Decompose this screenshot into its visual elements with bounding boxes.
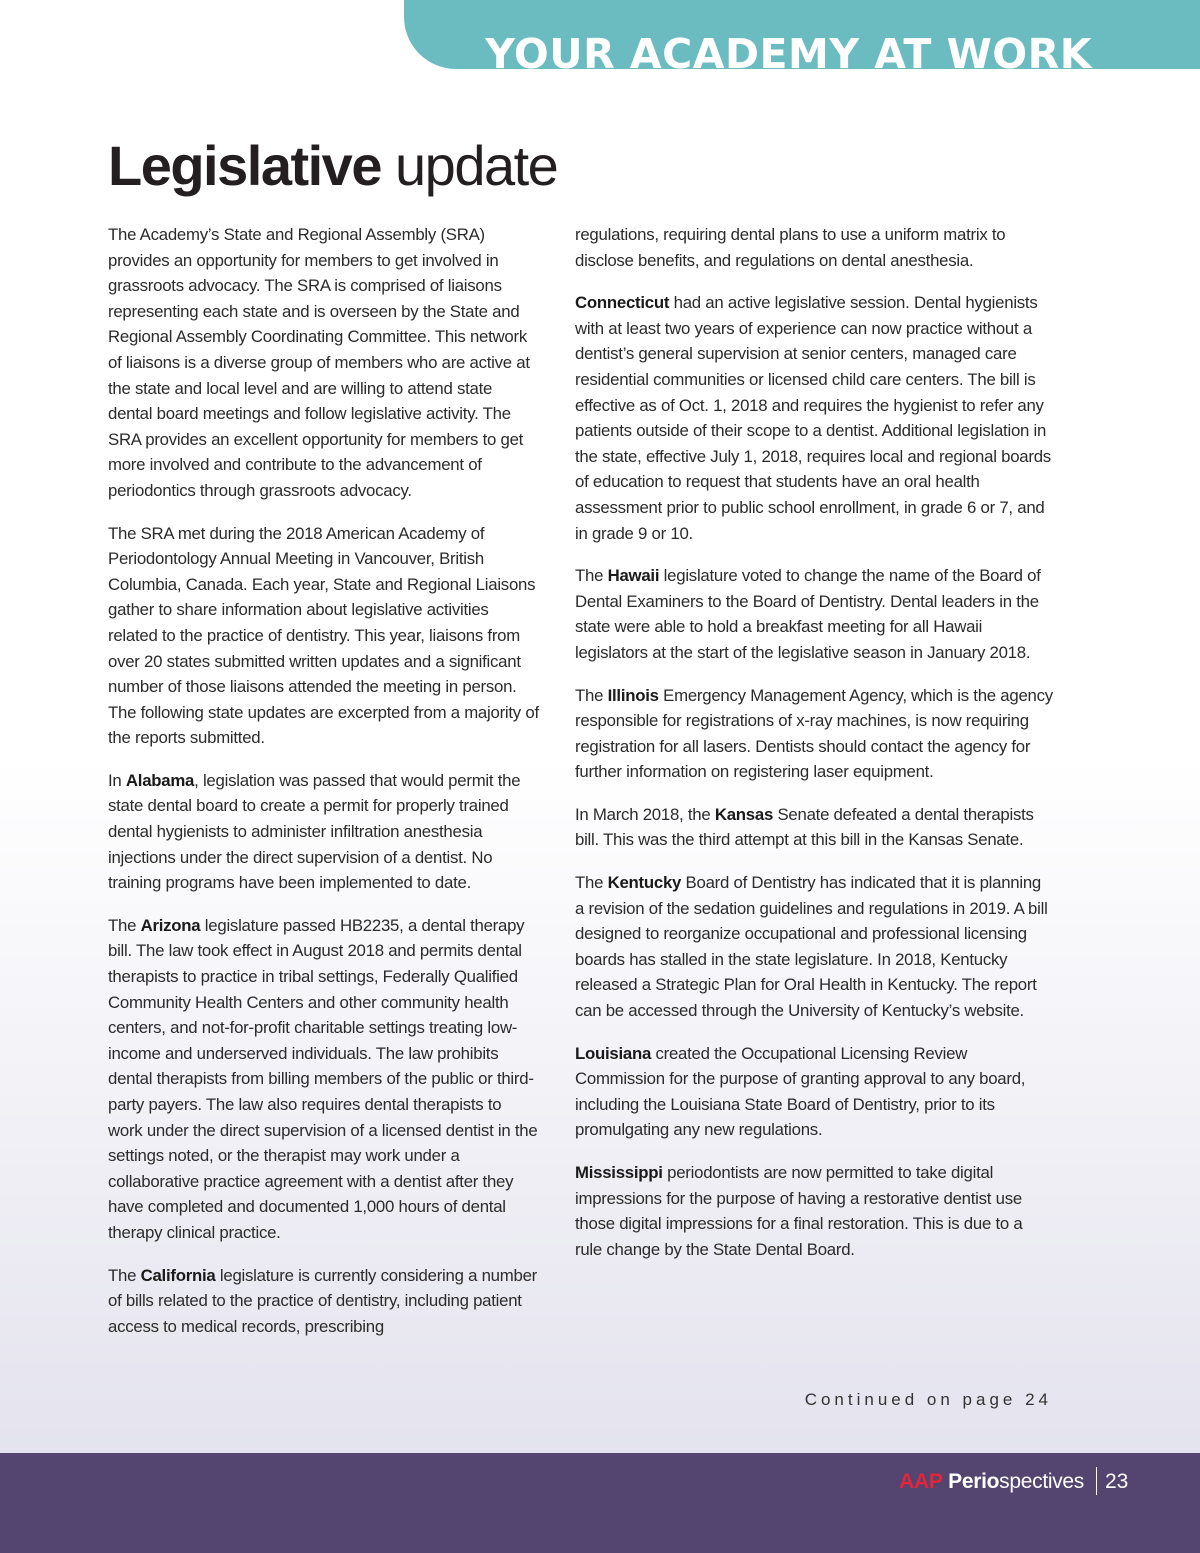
continued-notice: Continued on page 24 [804,1390,1052,1409]
brand-perio: Perio [948,1470,1000,1493]
footer-bar [0,1453,1200,1553]
state-update-illinois: The Illinois Emergency Management Agency, which is the agency responsible for registrations of x-ray machines, is now requiring registration for all lasers. Dentists should contact the agency for further information on registering laser equipment. [575,685,1053,782]
page-title-bold: Legislative [108,134,381,197]
state-update-arizona: The Arizona legislature passed HB2235, a dental therapy bill. The law took effect in August 2018 and permits dental therapists to practice in tribal settings, Federally Qualified Community Health Centers and other community health centers, and not-for-profit charitable settings treating low-income and underserved individuals. The law prohibits dental therapists from billing members of the public or third-party payers. The law also requires dental therapists to work under the direct supervision of a licensed dentist in the settings noted, or the therapist may work under a collaborative practice agreement with a dentist after they have completed and documented 1,000 hours of dental therapy clinical practice. [108,915,538,1242]
right-column [575,222,1053,1279]
state-name: Alabama [125,770,195,790]
brand-aap: AAP [899,1470,943,1493]
section-banner [404,0,1200,69]
page-title-rest: update [380,134,558,197]
state-update-louisiana: Louisiana created the Occupational Licensing Review Commission for the purpose of granting approval to any board, including the Louisiana State Board of Dentistry, prior to its promulgating any new regulations. [575,1043,1026,1140]
state-name: California [140,1265,216,1285]
footer-divider [1096,1467,1097,1495]
state-update-kansas: In March 2018, the Kansas Senate defeated a dental therapists bill. This was the third attempt at this bill in the Kansas Senate. [575,804,1034,850]
state-name: Connecticut [575,293,670,313]
state-name: Arizona [140,915,201,935]
left-column [108,222,540,1356]
state-name: Illinois [607,685,659,705]
state-update-california: The California legislature is currently considering a number of bills related to the practice of dentistry, including patient access to medical records, prescribing [108,1265,537,1336]
state-update-hawaii: The Hawaii legislature voted to change the name of the Board of Dental Examiners to the Board of Dentistry. Dental leaders in the state were able to hold a breakfast meeting for all Hawaii legislators at the start of the legislative season in January 2018. [575,566,1041,662]
state-name: Hawaii [607,566,660,586]
state-update-kentucky: The Kentucky Board of Dentistry has indicated that it is planning a revision of the sedation guidelines and regulations in 2019. A bill designed to reorganize occupational and professional licensing boards has stalled in the state legislature. In 2018, Kentucky released a Strategic Plan for Oral Health in Kentucky. The report can be accessed through the University of Kentucky’s website. [575,873,1048,1021]
brand-rest: spectives [999,1470,1084,1493]
article-paragraph: regulations, requiring dental plans to use a uniform matrix to disclose benefits, and regulations on dental anesthesia. [575,225,1006,270]
article-paragraph: The SRA met during the 2018 American Academy of Periodontology Annual Meeting in Vancouver, British Columbia, Canada. Each year, State and Regional Liaisons gather to share information about legislative activities related to the practice of dentistry. This year, liaisons from over 20 states submitted written updates and a significant number of those liaisons attended the meeting in person. The following state updates are excerpted from a majority of the reports submitted. [108,523,539,748]
state-update-connecticut: Connecticut had an active legislative session. Dental hygienists with at least two years of experience can now practice without a dentist’s general supervision at senior centers, managed care residential communities or licensed child care centers. The bill is effective as of Oct. 1, 2018 and requires the hygienist to refer any patients outside of their scope to a dentist. Additional legislation in the state, effective July 1, 2018, requires local and regional boards of education to request that students have an oral health assessment prior to public school enrollment, in grade 6 or 7, and in grade 9 or 10. [575,293,1051,543]
state-name: Kansas [714,804,774,824]
publication-brand [899,1470,1084,1494]
page-number: 23 [1105,1470,1129,1493]
state-name: Kentucky [607,873,682,893]
article-paragraph: The Academy’s State and Regional Assembly (SRA) provides an opportunity for members to get involved in grassroots advocacy. The SRA is comprised of liaisons representing each state and is overseen by the State and Regional Assembly Coordinating Committee. This network of liaisons is a diverse group of members who are active at the state and local level and are willing to attend state dental board meetings and follow legislative activity. The SRA provides an excellent opportunity for members to get more involved and contribute to the advancement of periodontics through grassroots advocacy. [108,225,530,500]
state-update-mississippi: Mississippi periodontists are now permitted to take digital impressions for the purpose of having a restorative dentist use those digital impressions for a final restoration. This is due to a rule change by the State Dental Board. [575,1163,1023,1259]
section-banner-label: YOUR ACADEMY AT WORK [485,30,1092,69]
state-name: Mississippi [575,1163,663,1182]
state-update-alabama: In Alabama, legislation was passed that would permit the state dental board to create a permit for properly trained dental hygienists to administer infiltration anesthesia injections under the direct supervision of a dentist. No training programs have been implemented to date. [108,770,521,893]
state-name: Louisiana [575,1043,652,1063]
page-title [108,132,557,200]
